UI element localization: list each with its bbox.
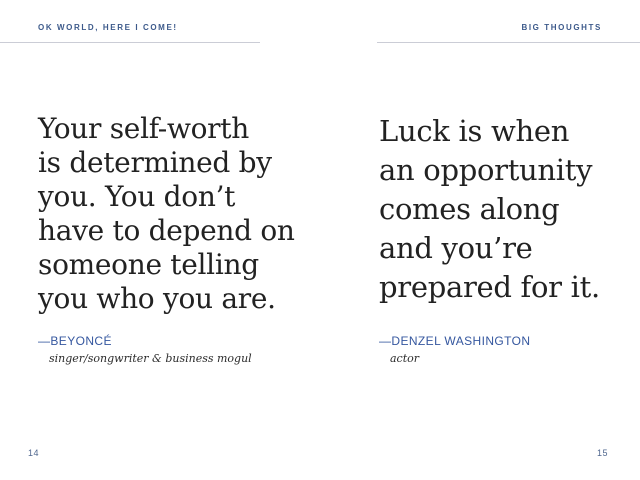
page-number-right: 15	[596, 448, 608, 458]
quote-line: have to depend on	[38, 214, 295, 247]
running-header-left: OK WORLD, HERE I COME!	[38, 23, 178, 32]
attribution-left: —BEYONCÉ	[38, 334, 112, 348]
quote-left	[38, 112, 295, 316]
attribution-role-left: singer/songwriter & business mogul	[49, 352, 252, 365]
quote-line: and you’re	[379, 231, 533, 265]
attribution-right: —DENZEL WASHINGTON	[379, 334, 531, 348]
attribution-role-right: actor	[390, 352, 420, 365]
quote-line: you. You don’t	[38, 180, 236, 213]
quote-line: is determined by	[38, 146, 272, 179]
quote-line: Luck is when	[379, 114, 570, 148]
quote-line: an opportunity	[379, 153, 593, 187]
quote-line: comes along	[379, 192, 560, 226]
running-header-right: BIG THOUGHTS	[521, 23, 602, 32]
quote-line: someone telling	[38, 248, 259, 281]
quote-line: Your self-worth	[38, 112, 249, 145]
page-number-left: 14	[28, 448, 40, 458]
quote-line: prepared for it.	[379, 270, 600, 304]
header-rule-left	[0, 42, 260, 43]
quote-line: you who you are.	[38, 282, 276, 315]
quote-right	[379, 112, 600, 307]
header-rule-right	[377, 42, 640, 43]
